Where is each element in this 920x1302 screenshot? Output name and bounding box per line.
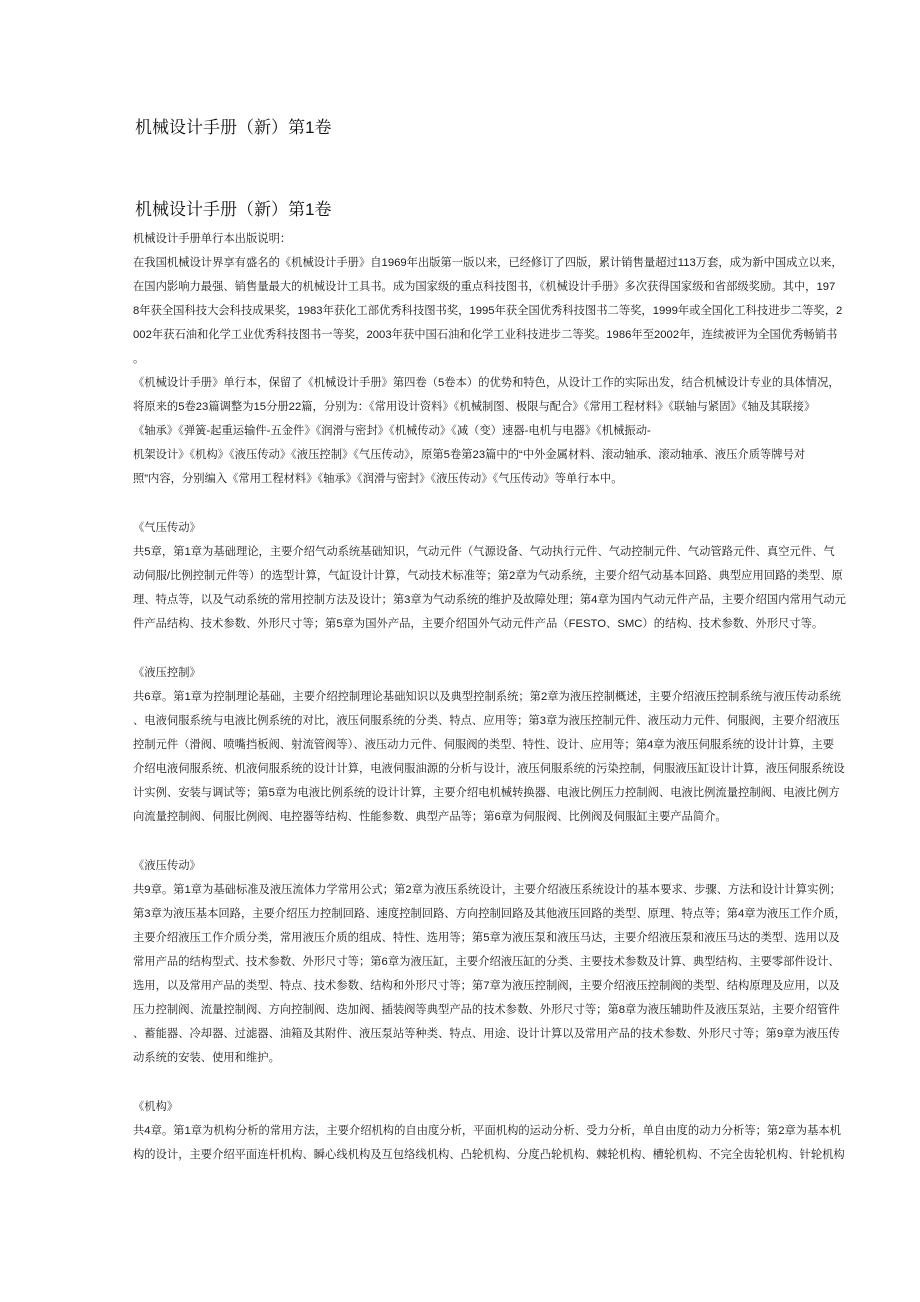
text-line: 、电液伺服系统与电液比例系统的对比，液压伺服系统的分类、特点、应用等；第3章为液压控制元件、液压动力元件、伺服阀，主要介绍液压 xyxy=(133,715,840,727)
text-line: 理、特点等，以及气动系统的常用控制方法及设计；第3章为气动系统的维护及故障处理；第4章为国内气动元件产品，主要介绍国内常用气动元 xyxy=(133,594,846,606)
text-line: 动系统的安装、使用和维护。 xyxy=(133,1052,280,1064)
text-line: 计实例、安装与调试等；第5章为电液比例系统的设计计算，主要介绍电机械转换器、电液比例压力控制阀、电液比例流量控制阀、电液比例方 xyxy=(133,787,840,799)
text-line: 共9章。第1章为基础标准及液压流体力学常用公式；第2章为液压系统设计，主要介绍液压系统设计的基本要求、步骤、方法和设计计算实例； xyxy=(133,884,841,896)
text-line: 照”内容，分别编入《常用工程材料》《轴承》《润滑与密封》《液压传动》《气压传动》等单行本中。 xyxy=(133,473,623,485)
document-title: 机械设计手册（新）第1卷 xyxy=(135,200,332,219)
text-line: 主要介绍液压工作介质分类，常用液压介质的组成、特性、选用等；第5章为液压泵和液压马达，主要介绍液压泵和液压马达的类型、选用以及 xyxy=(133,932,840,944)
book-section xyxy=(133,854,846,1070)
intro-paragraph-2 xyxy=(133,371,840,491)
section-heading: 《机构》 xyxy=(133,1101,179,1113)
text-line: 常用产品的结构型式、技术参数、外形尺寸等；第6章为液压缸，主要介绍液压缸的分类、主要技术参数及计算、典型结构、主要零部件设计、 xyxy=(133,956,840,968)
text-line: 。 xyxy=(133,353,145,365)
text-line: 向流量控制阀、伺服比例阀、电控器等结构、性能参数、典型产品等；第6章为伺服阀、比例阀及伺服缸主要产品简介。 xyxy=(133,811,727,823)
sections xyxy=(133,491,846,1167)
text-line: 构的设计，主要介绍平面连杆机构、瞬心线机构及互包络线机构、凸轮机构、分度凸轮机构、棘轮机构、槽轮机构、不完全齿轮机构、针轮机构 xyxy=(133,1149,845,1161)
document-header-title: 机械设计手册（新）第1卷 xyxy=(135,118,332,137)
text-line: 选用，以及常用产品的类型、特点、技术参数、结构和外形尺寸等；第7章为液压控制阀，主要介绍液压控制阀的类型、结构原理及应用，以及 xyxy=(133,980,840,992)
intro-heading: 机械设计手册单行本出版说明： xyxy=(133,233,292,245)
section-spacer xyxy=(133,491,793,516)
book-section xyxy=(133,516,846,636)
text-line: 动伺服/比例控制元件等）的选型计算，气缸设计计算，气动技术标准等；第2章为气动系统，主要介绍气动基本回路、典型应用回路的类型、原 xyxy=(133,570,843,582)
text-line: 、蓄能器、冷却器、过滤器、油箱及其附件、液压泵站等种类、特点、用途、设计计算以及常用产品的技术参数、外形尺寸等；第9章为液压传 xyxy=(133,1028,840,1040)
text-line: 件产品结构、技术参数、外形尺寸等；第5章为国外产品，主要介绍国外气动元件产品（FESTO、SMC）的结构、技术参数、外形尺寸等。 xyxy=(133,618,824,630)
document-body xyxy=(133,227,846,1167)
text-line: 介绍电液伺服系统、机液伺服系统的设计计算，电液伺服油源的分析与设计，液压伺服系统的污染控制，伺服液压缸设计计算，液压伺服系统设 xyxy=(133,763,845,775)
section-spacer xyxy=(133,636,793,661)
book-section xyxy=(133,1095,845,1167)
section-heading: 《液压传动》 xyxy=(133,860,201,872)
text-line: 压力控制阀、流量控制阀、方向控制阀、迭加阀、插装阀等典型产品的技术参数、外形尺寸等；第8章为液压辅助件及液压泵站，主要介绍管件 xyxy=(133,1004,840,1016)
book-section xyxy=(133,661,845,829)
text-line: 共5章，第1章为基础理论，主要介绍气动系统基础知识，气动元件（气源设备、气动执行元件、气动控制元件、气动管路元件、真空元件、气 xyxy=(133,546,835,558)
text-line: 控制元件（滑阀、喷嘴挡板阀、射流管阀等）、液压动力元件、伺服阀的类型、特性、设计、应用等；第4章为液压伺服系统的设计计算，主要 xyxy=(133,739,835,751)
section-heading: 《气压传动》 xyxy=(133,522,201,534)
text-line: 将原来的5卷23篇调整为15分册22篇，分别为：《常用设计资料》《机械制图、极限与配合》《常用工程材料》《联轴与紧固》《轴及其联接》 xyxy=(133,401,816,413)
text-line: 第3章为液压基本回路，主要介绍压力控制回路、速度控制回路、方向控制回路及其他液压回路的类型、原理、特点等；第4章为液压工作介质， xyxy=(133,908,846,920)
text-line: 共4章。第1章为机构分析的常用方法，主要介绍机构的自由度分析，平面机构的运动分析、受力分析，单自由度的动力分析等；第2章为基本机 xyxy=(133,1125,841,1137)
text-line: 8年获全国科技大会科技成果奖，1983年获化工部优秀科技图书奖，1995年获全国优秀科技图书二等奖，1999年或全国化工科技进步二等奖，2 xyxy=(133,305,843,317)
text-line: 在我国机械设计界享有盛名的《机械设计手册》自1969年出版第一版以来，已经修订了四版，累计销售量超过113万套，成为新中国成立以来， xyxy=(133,257,843,269)
section-spacer xyxy=(133,1070,793,1095)
text-line: 《机械设计手册》单行本，保留了《机械设计手册》第四卷（5卷本）的优势和特色，从设计工作的实际出发，结合机械设计专业的具体情况， xyxy=(133,377,840,389)
intro-paragraph-1 xyxy=(133,251,843,371)
text-line: 在国内影响力最强、销售量最大的机械设计工具书。成为国家级的重点科技图书，《机械设计手册》多次获得国家级和省部级奖励。其中，197 xyxy=(133,281,836,293)
section-spacer xyxy=(133,829,793,854)
text-line: 《轴承》《弹簧-起重运输件-五金件》《润滑与密封》《机械传动》《减（变）速器-电机与电器》《机械振动- xyxy=(133,425,651,437)
text-line: 002年获石油和化学工业优秀科技图书一等奖，2003年获中国石油和化学工业科技进步二等奖。1986年至2002年，连续被评为全国优秀畅销书 xyxy=(133,329,838,341)
section-heading: 《液压控制》 xyxy=(133,667,201,679)
text-line: 共6章。第1章为控制理论基础，主要介绍控制理论基础知识以及典型控制系统；第2章为液压控制概述，主要介绍液压控制系统与液压传动系统 xyxy=(133,691,841,703)
text-line: 机架设计》《机构》《液压传动》《液压控制》《气压传动》，原第5卷第23篇中的“中外金属材料、滚动轴承、滚动轴承、液压介质等牌号对 xyxy=(133,449,806,461)
